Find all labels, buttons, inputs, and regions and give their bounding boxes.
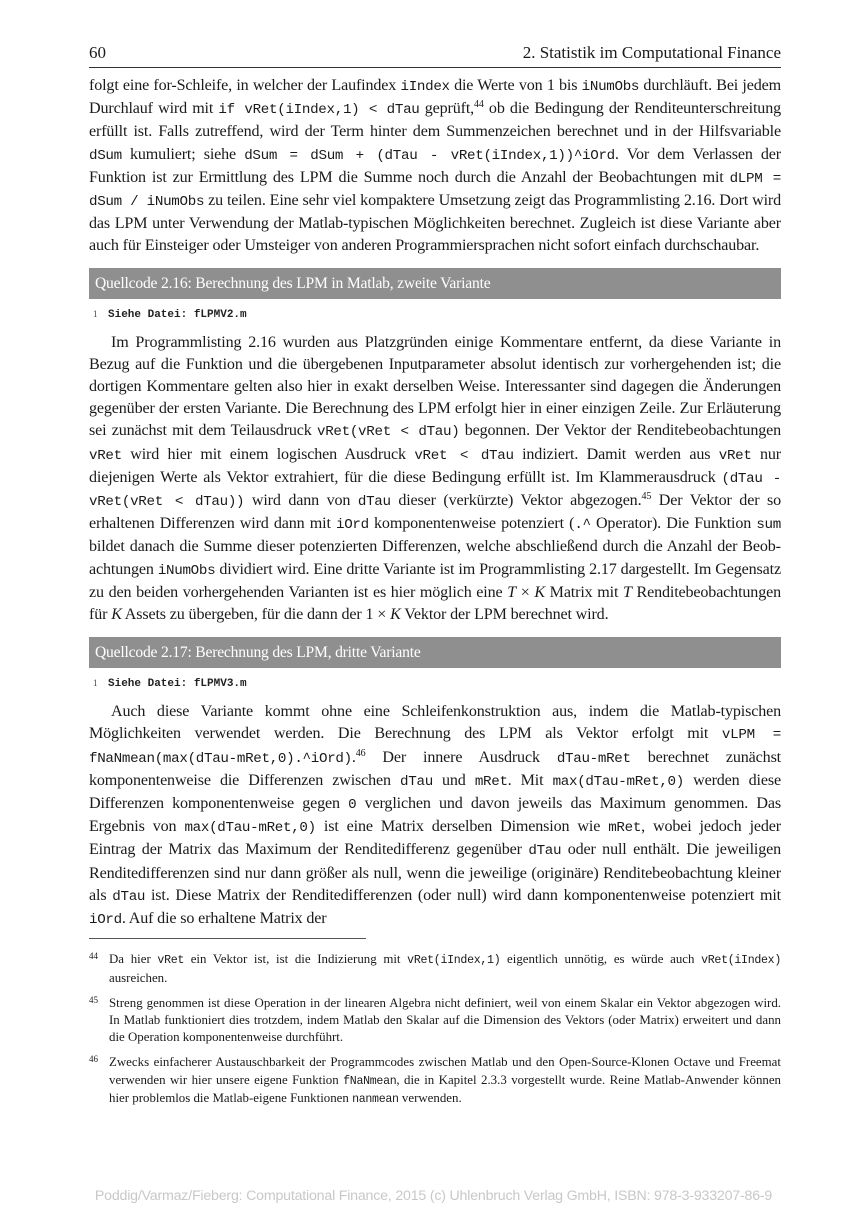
listing-code: Siehe Datei: fLPMV2.m [108,308,247,321]
inline-code: max(dTau-mRet,0) [552,773,684,790]
inline-code: vRet(vRet < dTau) [316,424,460,441]
inline-code: dTau [400,773,433,790]
footnote-mark: 44 [89,951,98,962]
listing-caption-2-17: Quellcode 2.17: Berechnung des LPM, dritte Variante [89,637,781,668]
inline-code: (dTau - vRet(vRet < dTau)) [89,470,781,511]
math-var: T [622,583,632,601]
listing-line [89,307,781,321]
line-number: 1 [93,678,98,689]
math-var: T [507,583,517,601]
paragraph-2: Im Programmlisting 2.16 wurden aus Platzgründen einige Kommentare entfernt, da diese Variante in Bezug auf die Funktion und die übergebenen Inputparameter absolut identisch zur vorhergehenden ist; die dortigen Kommentare gelten also hier in exakt derselben Weise. Interessanter sind dagegen die Änderungen gegenüber der ersten Variante. Die Berechnung des LPM erfolgt hier in einer einzigen Zeile. Zur Erläuterung sei zunächst mit dem Teilausdruck vRet(vRet < dTau) begonnen. Der Vektor der Renditebeobachtungen vRet wird hier mit einem logischen Ausdruck vRet < dTau indiziert. Damit werden aus vRet nur diejenigen Werte als Vektor extrahiert, für die diese Bedingung erfüllt ist. Im Klammerausdruck (dTau - vRet(vRet < dTau)) wird dann von dTau dieser (verkürzte) Vektor abgezogen.$^{45}$ Der Vektor der so erhaltenen Differenzen wird dann mit iOrd komponentenweise potenziert (.^ Operator). Die Funktion sum bildet danach die Summe dieser potenzierten Differenzen, welche abschließend durch die Anzahl der Beobachtungen iNumObs dividiert wird. Eine dritte Variante ist im Programmlisting 2.17 dargestellt. Im Gegensatz zu den beiden vorhergehenden Varianten ist es hier möglich eine T × K Matrix mit T Renditebeobachtungen für K Assets zu übergeben, für die dann der 1 × K Vektor der LPM berechnet wird. [89,333,782,624]
inline-code: iNumObs [157,562,216,579]
chapter-title: 2. Statistik im Computational Finance [522,43,781,62]
inline-code: vRet(iIndex) [701,954,781,968]
inline-code: .^ [574,517,591,534]
inline-code: nanmean [352,1092,399,1106]
math-var: K [390,606,401,624]
footnote-45: 45 Streng genommen ist diese Operation in der linearen Algebra nicht definiert, weil von einem Skalar ein Vektor abgezogen wird. In Matlab funktioniert dies trotzdem, indem Matlab den Skalar auf die Dimension des Vektors (oder Matrix) erweitert und dann die Operation komponentenweise durchführt. [89,995,781,1047]
listing-line [89,676,781,690]
inline-code: dTau [528,843,562,860]
inline-code: dTau [112,888,146,905]
footnote-46: 46 Zwecks einfacherer Austauschbarkeit der Programmcodes zwischen Matlab und den Open-Source-Klonen Octave und Freemat verwenden wir hier unsere eigene Funktion fNaNmean, die in Kapitel 2.3.3 vorgestellt wurde. Reine Matlab-Anwender können hier problemlos die Matlab-eigene Funktionen nanmean verwenden. [89,1054,781,1108]
footnote-ref-45[interactable]: 45 [641,491,652,503]
inline-code: dLPM = dSum / iNumObs [89,170,781,211]
footnote-ref-44[interactable]: 44 [474,99,484,111]
inline-code: dTau [357,494,391,511]
inline-code: 0 [348,797,357,814]
footnote-mark: 45 [89,994,98,1005]
footnote-44: 44 Da hier vRet ein Vektor ist, ist die Indizierung mit vRet(iIndex,1) eigentlich unnötig, es würde auch vRet(iIndex) ausreichen. [89,951,781,986]
inline-code: mRet [474,773,508,790]
inline-code: dTau-mRet [556,750,631,767]
inline-code: vLPM = fNaNmean(max(dTau-mRet,0).^iOrd) [89,727,781,767]
inline-code: mRet [608,820,642,837]
inline-code: vRet [89,447,122,464]
math-var: K [111,606,122,624]
inline-code: vRet(iIndex,1) [407,954,501,968]
page-number: 60 [89,43,106,62]
inline-code: vRet < dTau [414,447,514,464]
listing-code: Siehe Datei: fLPMV3.m [108,678,247,691]
math-var: K [534,583,545,601]
running-header [89,43,781,68]
inline-code: iOrd [335,517,369,534]
inline-code: max(dTau-mRet,0) [184,820,316,837]
footnote-ref-46[interactable]: 46 [355,747,366,759]
inline-code: vRet [157,954,185,968]
inline-code: if vRet(iIndex,1) < dTau [218,102,420,119]
paragraph-1: folgt eine for-Schleife, in welcher der Laufindex iIndex die Werte von 1 bis iNumObs durchläuft. Bei jedem Durchlauf wird mit if vRet(iIndex,1) < dTau geprüft,$^{44}$ ob die Bedingung der Renditeunterschreitung erfüllt ist. Falls zutreffend, wird der Term hinter dem Summenzeichen berechnet und in der Hilfsvariable dSum kumuliert; siehe dSum = dSum + (dTau - vRet(iIndex,1))^iOrd. Vor dem Verlassen der Funktion ist zur Ermittlung des LPM die Summe noch durch die Anzahl der Beobachtungen mit dLPM = dSum / iNumObs zu teilen. Eine sehr viel kompaktere Umsetzung zeigt das Programmlisting 2.16. Dort wird das LPM unter Verwendung der Matlab-typischen Möglichkeiten berechnet. Zugleich ist diese Variante aber auch für Einsteiger oder Umsteiger von anderen Programmiersprachen nicht sofort einfach durchschaubar. [89,77,781,255]
inline-code: iNumObs [581,79,640,95]
main-content [89,75,781,1108]
listing-caption-2-16: Quellcode 2.16: Berechnung des LPM in Matlab, zweite Variante [89,268,781,299]
inline-code: vRet [718,447,752,464]
footnote-mark: 46 [89,1054,98,1065]
copyright-footer: Poddig/Varmaz/Fieberg: Computational Finance, 2015 (c) Uhlenbruch Verlag GmbH, ISBN: 978-3-933207-86-9 [94,1188,773,1204]
inline-code: iOrd [89,912,122,929]
inline-code: iIndex [400,79,450,95]
inline-code: fNaNmean [343,1074,397,1088]
inline-code: dSum [89,147,122,164]
line-number: 1 [93,308,98,319]
inline-code: sum [756,517,781,534]
inline-code: dSum = dSum + (dTau - vRet(iIndex,1))^iOrd [244,147,615,164]
paragraph-3: Auch diese Variante kommt ohne eine Schleifenkonstruktion aus, indem die Matlab-typischen Möglichkeiten verwendet werden. Die Berechnung des LPM als Vektor erfolgt mit vLPM = fNaNmean(max(dTau-mRet,0).^iOrd).$^{46}$ Der innere Ausdruck dTau-mRet berechnet zunächst komponentenweise die Differenzen zwischen dTau und mRet. Mit max(dTau-mRet,0) werden diese Differenzen komponentenweise gegen 0 verglichen und davon jeweils das Maximum genommen. Das Ergebnis von max(dTau-mRet,0) ist eine Matrix derselben Dimension wie mRet, wobei jedoch jeder Eintrag der Matrix das Maximum der Renditedifferenz gegenüber dTau oder null enthält. Die jeweiligen Renditedifferenzen sind nur dann größer als null, wenn die jeweilige (originäre) Renditebeobachtung kleiner als dTau ist. Diese Matrix der Renditedifferenzen (oder null) wird dann komponentenweise potenziert mit iOrd. Auf die so erhaltene Matrix der [89,703,782,929]
